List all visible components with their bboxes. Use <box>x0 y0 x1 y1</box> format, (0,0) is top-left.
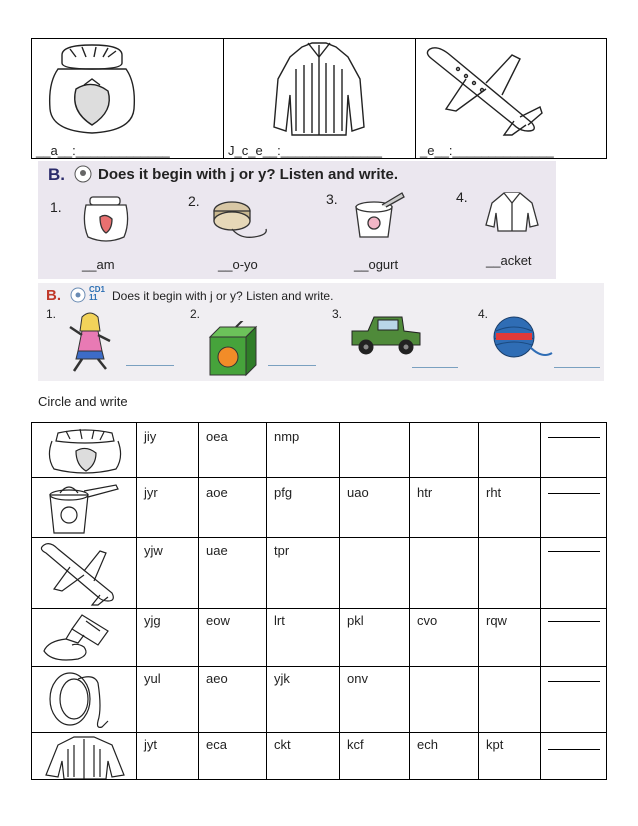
exercise-a-title: Does it begin with j or y? Listen and write. <box>98 166 399 183</box>
option-r5-c4[interactable]: onv <box>347 671 368 686</box>
yarn-ball-icon <box>490 313 560 369</box>
exercise-b-panel <box>38 283 604 381</box>
exercise-b-num-4: 4. <box>478 307 489 321</box>
option-r6-c4[interactable]: kcf <box>347 737 364 752</box>
exercise-a-word-2: __o-yo <box>218 257 258 272</box>
jacket-icon <box>38 735 132 779</box>
top-label-jet: _e__:______________ <box>420 143 554 158</box>
listen-icon <box>70 287 88 303</box>
option-r2-c6[interactable]: rht <box>486 485 502 500</box>
option-r6-c5[interactable]: ech <box>417 737 438 752</box>
option-r6-c2[interactable]: eca <box>206 737 227 752</box>
exercise-a-num-1: 1. <box>50 199 62 215</box>
answer-line-r5[interactable] <box>548 681 600 682</box>
option-r5-c2[interactable]: aeo <box>206 671 228 686</box>
option-r6-c6[interactable]: kpt <box>486 737 504 752</box>
jam-jar-icon <box>78 193 134 245</box>
option-r2-c3[interactable]: pfg <box>274 485 293 500</box>
jam-jar-icon <box>40 427 130 475</box>
option-r1-c1[interactable]: jiy <box>144 429 157 444</box>
answer-line-r3[interactable] <box>548 551 600 552</box>
track-number: CD1 11 <box>89 285 106 302</box>
top-cell-jet <box>416 39 606 158</box>
option-r2-c4[interactable]: uao <box>347 485 369 500</box>
option-r4-c3[interactable]: lrt <box>274 613 285 628</box>
answer-blank-2[interactable] <box>268 365 316 366</box>
exercise-a-num-3: 3. <box>326 191 338 207</box>
option-r3-c2[interactable]: uae <box>206 543 228 558</box>
juice-box-icon <box>206 321 266 377</box>
spilled-juice-icon <box>38 611 132 665</box>
exercise-a-letter: B. <box>48 165 65 184</box>
answer-line-r2[interactable] <box>548 493 600 494</box>
exercise-a-word-1: __am <box>82 257 115 272</box>
option-r4-c1[interactable]: yjg <box>144 613 161 628</box>
jam-jar-icon <box>32 39 222 139</box>
option-r2-c5[interactable]: htr <box>417 485 433 500</box>
option-r2-c1[interactable]: jyr <box>144 485 158 500</box>
option-r2-c2[interactable]: aoe <box>206 485 228 500</box>
option-r4-c5[interactable]: cvo <box>417 613 438 628</box>
option-r4-c4[interactable]: pkl <box>347 613 364 628</box>
answer-blank-4[interactable] <box>554 367 600 368</box>
circle-write-caption: Circle and write <box>38 394 128 409</box>
top-cell-jacket <box>224 39 416 158</box>
option-r1-c2[interactable]: oea <box>206 429 228 444</box>
girl-jumping-icon <box>64 311 116 375</box>
jacket-icon <box>224 39 414 139</box>
option-r5-c3[interactable]: yjk <box>274 671 290 686</box>
jacket-icon <box>482 189 542 235</box>
exercise-b-num-1: 1. <box>46 307 57 321</box>
answer-line-r4[interactable] <box>548 621 600 622</box>
option-r1-c3[interactable]: nmp <box>274 429 300 444</box>
jet-airplane-icon <box>416 39 604 139</box>
answer-line-r1[interactable] <box>548 437 600 438</box>
exercise-a-word-4: __acket <box>486 253 532 268</box>
exercise-a-num-2: 2. <box>188 193 200 209</box>
exercise-a-num-4: 4. <box>456 189 468 205</box>
answer-blank-1[interactable] <box>126 365 174 366</box>
option-r5-c1[interactable]: yul <box>144 671 161 686</box>
yogurt-icon <box>352 191 408 243</box>
option-r6-c1[interactable]: jyt <box>144 737 157 752</box>
exercise-b-title: Does it begin with j or y? Listen and write. <box>112 289 334 303</box>
circle-write-table <box>31 422 607 780</box>
option-r4-c6[interactable]: rqw <box>486 613 507 628</box>
answer-blank-3[interactable] <box>412 367 458 368</box>
answer-line-r6[interactable] <box>548 749 600 750</box>
exercise-b-num-3: 3. <box>332 307 343 321</box>
jet-airplane-icon <box>34 539 134 607</box>
yogurt-icon <box>44 481 130 535</box>
exercise-b-num-2: 2. <box>190 307 201 321</box>
exercise-a-panel <box>38 161 556 279</box>
top-cell-jam <box>32 39 224 158</box>
option-r6-c3[interactable]: ckt <box>274 737 291 752</box>
yo-yo-icon <box>42 669 132 731</box>
option-r3-c1[interactable]: yjw <box>144 543 163 558</box>
exercise-a-word-3: __ogurt <box>354 257 399 272</box>
listen-icon <box>74 165 92 183</box>
picture-label-table <box>31 38 607 159</box>
yo-yo-icon <box>210 199 272 243</box>
option-r4-c2[interactable]: eow <box>206 613 230 628</box>
top-label-jacket: J_c_e__:______________ <box>228 143 382 158</box>
jeep-icon <box>348 313 424 357</box>
exercise-b-letter: B. <box>46 287 61 304</box>
top-label-jam: __a__:_____________ <box>36 143 170 158</box>
option-r3-c3[interactable]: tpr <box>274 543 290 558</box>
